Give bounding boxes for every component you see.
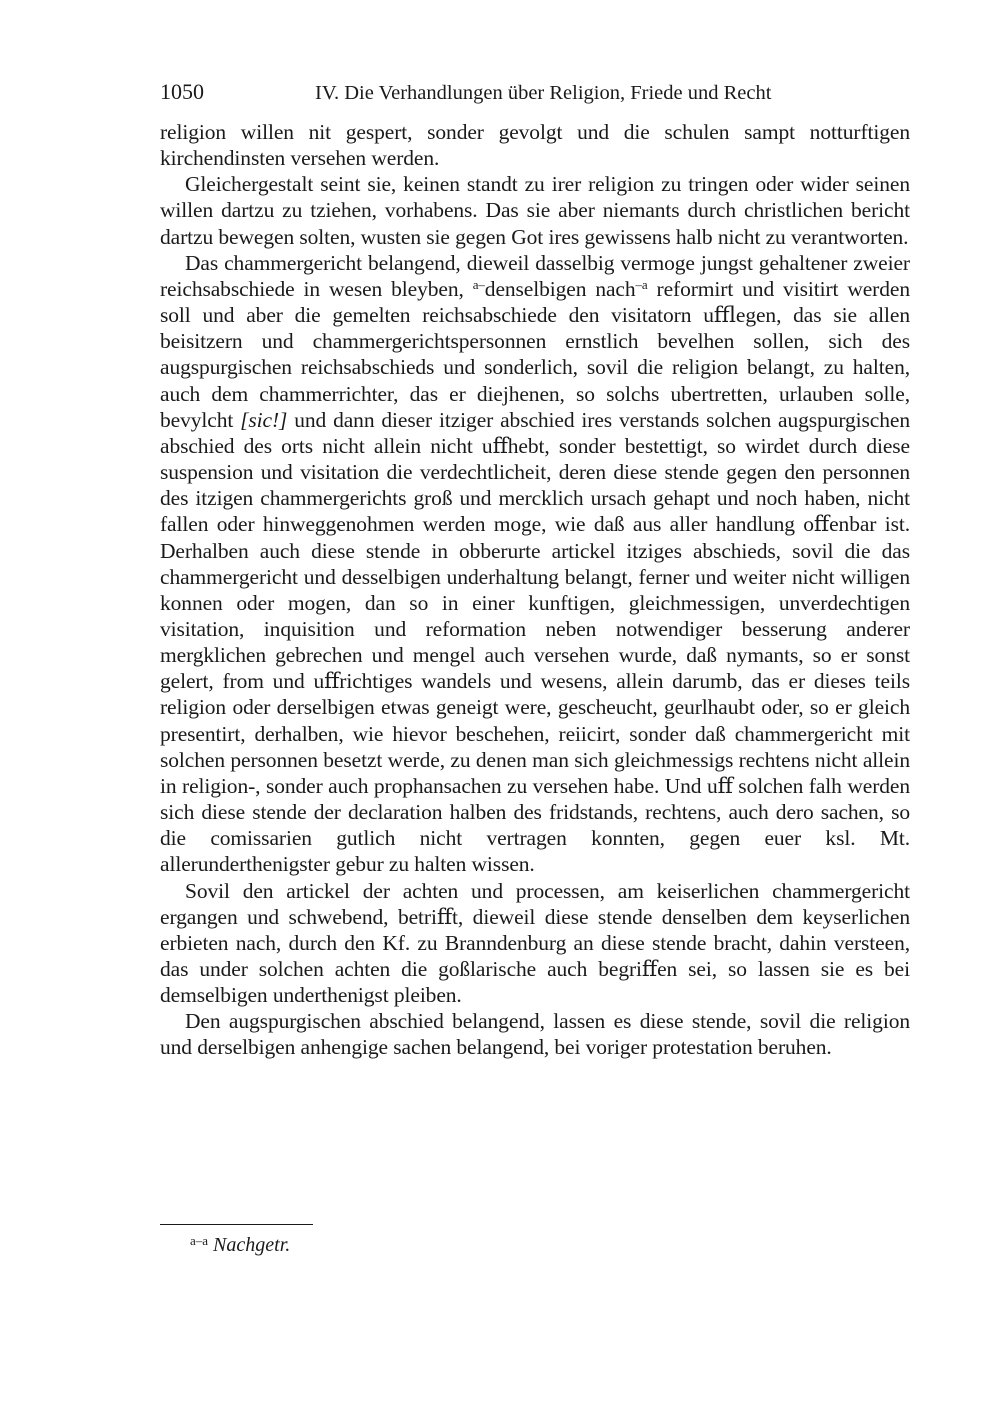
document-page [160, 78, 910, 1256]
sic-annotation: [sic!] [240, 407, 288, 432]
paragraph-2: Gleichergestalt seint sie, keinen standt zu irer religion zu tringen oder wider seinen willen dartzu zu tziehen, vorhabens. Das sie aber niemants durch christlichen bericht dartzu bewegen solten, wusten sie gegen Got ires gewissens halb nicht zu verantworten. [160, 172, 910, 249]
footnote-marker-open: a– [472, 276, 485, 292]
paragraph-3-text-b: denselbigen nach [484, 276, 636, 301]
paragraph-1: religion willen nit gespert, sonder gevolgt und die schulen sampt notturftigen kirchendinsten versehen werden. [160, 120, 910, 171]
page-number: 1050 [160, 79, 204, 104]
paragraph-3 [160, 250, 910, 878]
paragraph-3-text-d: und dann dieser itziger abschied ires verstands solchen augspurgischen abschied des orts nicht allein nicht uﬀhebt, sonder bestettigt, so wirdet durch diese suspension und visitation die verdechtlicheit, deren diese stende gegen den personnen des itzigen chammergerichts groß und mercklich ursach gehapt und noch haben, nicht fallen oder hinweggenohmen werden moge, wie daß aus aller handlung oﬀenbar ist. Derhalben auch diese stende in obberurte artickel itziges abschieds, sovil die das chammergericht und desselbigen underhaltung belangt, ferner und weiter nicht willigen konnen oder mogen, dan so in einer kunftigen, gleichmessigen, unverdechtigen visitation, inquisition und reformation neben notwendiger besserung anderer mergklichen gebrechen und mengel auch versehen wurde, daß nymants, so er sonst gelert, from und uﬀrichtiges wandels und wesens, allein darumb, das er dieses teils religion oder derselbigen etwas geneigt were, gescheucht, geurlhaubt oder, so er gleich presentirt, derhalben, wie hievor beschehen, reiicirt, sonder daß chammergericht mit solchen personnen besetzt werde, zu denen man sich gleichmessigs rechtens nicht allein in religion-, sonder auch prophansachen zu versehen habe. Und uﬀ solchen falh werden sich diese stende der declaration halben des fridstands, rechtens, auch dero sachen, so die comissarien gutlich nicht vertragen konnten, gegen euer ksl. Mt. allerunderthenigster gebur zu halten wissen. [160, 407, 910, 877]
footnote-marker-close: –a [635, 276, 648, 292]
paragraph-4: Sovil den artickel der achten und processen, am keiserlichen chammergericht ergangen und schwebend, betriﬀt, dieweil diese stende denselben dem keyserlichen erbieten nach, durch den Kf. zu Branndenburg an diese stende bracht, dahin versteen, das under solchen achten die goßlarische auch begriﬀen sei, so lassen sie es bei demselbigen underthenigst pleiben. [160, 878, 910, 1008]
running-header [160, 78, 910, 106]
paragraph-3-text-a: Das chammergericht belangend, dieweil dasselbig vermoge jungst gehaltener zweier reichsabschiede in wesen bleyben, [160, 250, 910, 301]
footnote [190, 1228, 290, 1258]
body-text [160, 119, 910, 1061]
running-title: IV. Die Verhandlungen über Religion, Friede und Recht [315, 82, 772, 104]
footnote-divider [160, 1224, 313, 1225]
paragraph-3-text-c: reformirt und visitirt werden soll und aber die gemelten reichsabschiede den visitatorn uﬄegen, das sie allen beisitzern und chammergerichtspersonnen ernstlich bevelhen sollen, sich des augspurgischen reichsabschieds und sonderlich, sovil die religion belangt, zu halten, auch dem chammerrichter, das er diejhenen, so solchs ubertretten, urlauben solle, bevylcht [160, 276, 910, 432]
paragraph-5: Den augspurgischen abschied belangend, lassen es diese stende, sovil die religion und derselbigen anhengige sachen belangend, bei voriger protestation beruhen. [160, 1009, 910, 1060]
footnote-mark: a–a [190, 1233, 209, 1248]
footnote-text: Nachgetr. [213, 1234, 291, 1256]
